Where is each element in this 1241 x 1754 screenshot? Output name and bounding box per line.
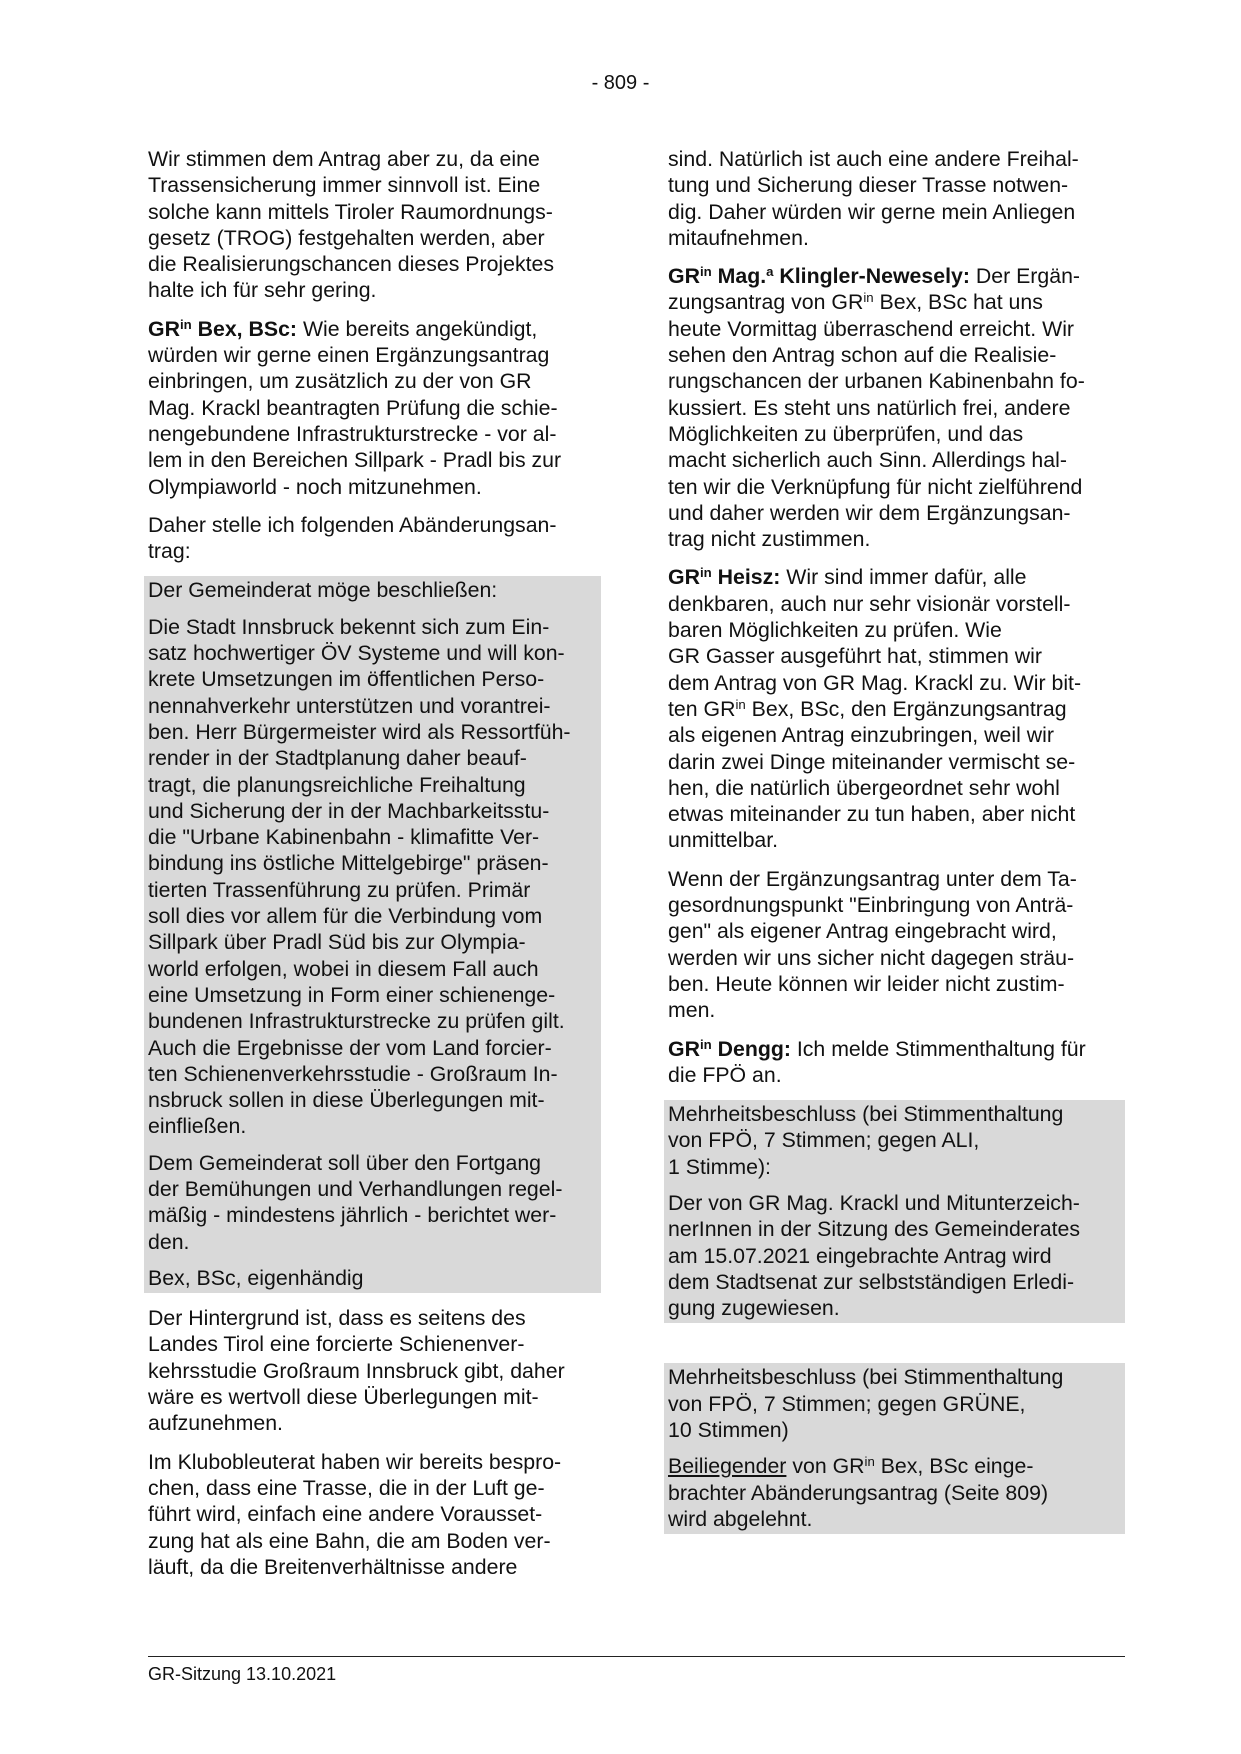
speaker-title: Mag.: [711, 264, 767, 289]
text-line: world erfolgen, wobei in diesem Fall auch: [148, 956, 539, 981]
text-line: läuft, da die Breitenverhältnisse andere: [148, 1554, 518, 1579]
page-number: - 809 -: [591, 72, 650, 94]
underlined-text: Beiliegender: [668, 1454, 787, 1479]
text-line: tung und Sicherung dieser Trasse notwen-: [668, 173, 1069, 198]
text-line: lem in den Bereichen Sillpark - Pradl bis zur: [148, 448, 562, 473]
text-line: wäre es wertvoll diese Überlegungen mit-: [148, 1385, 539, 1410]
text-line: gung zugewiesen.: [668, 1296, 840, 1321]
text-line: kussiert. Es steht uns natürlich frei, andere: [668, 395, 1071, 420]
text-line: Der Hintergrund ist, dass es seitens des: [148, 1306, 526, 1331]
text-line: Daher stelle ich folgenden Abänderungsan-: [148, 512, 557, 537]
text-line: aufzunehmen.: [148, 1411, 283, 1436]
text-line: [668, 289, 1125, 315]
text-line: [668, 1036, 1125, 1062]
superscript: in: [864, 1454, 875, 1470]
text-line: men.: [668, 998, 716, 1023]
text-line: ten Schienenverkehrsstudie - Großraum In-: [148, 1061, 558, 1086]
right-paragraph-4: [668, 866, 1125, 1024]
text-line: Auch die Ergebnisse der vom Land forcier-: [148, 1035, 552, 1060]
text-line: Im Klubobleuterat haben wir bereits bespro-: [148, 1449, 562, 1474]
motion-intro: [148, 577, 597, 603]
motion-signature: [148, 1265, 597, 1291]
speaker-name: [668, 565, 780, 589]
text-line: chen, dass eine Trasse, die in der Luft ge-: [148, 1475, 545, 1500]
text-line: Der Gemeinderat möge beschließen:: [148, 578, 498, 603]
text-line: brachter Abänderungsantrag (Seite 809): [668, 1480, 1049, 1505]
text-line: der Bemühungen und Verhandlungen regel-: [148, 1176, 563, 1201]
speaker-prefix: GR: [668, 1036, 700, 1061]
text-line: hen, die natürlich übergeordnet sehr wohl: [668, 775, 1060, 800]
speaker-surname: Klingler-Newesely:: [773, 264, 970, 289]
text-line: Mehrheitsbeschluss (bei Stimmenthaltung: [668, 1102, 1064, 1127]
text-line: rungschancen der urbanen Kabinenbahn fo-: [668, 369, 1085, 394]
speech-heisz: [668, 564, 1125, 853]
text-fragment: Ich melde Stimmenthaltung für: [790, 1036, 1086, 1061]
text-line: baren Möglichkeiten zu prüfen. Wie: [668, 618, 1002, 643]
text-line: wird abgelehnt.: [668, 1506, 813, 1531]
text-line: nsbruck sollen in diese Überlegungen mit-: [148, 1088, 545, 1113]
text-line: sehen den Antrag schon auf die Realisie-: [668, 343, 1057, 368]
text-fragment: Der Ergän-: [969, 264, 1081, 289]
right-column: [668, 146, 1125, 1546]
text-line: Bex, BSc, eigenhändig: [148, 1265, 364, 1290]
text-line: GR Gasser ausgeführt hat, stimmen wir: [668, 644, 1043, 669]
text-line: kehrsstudie Großraum Innsbruck gibt, daher: [148, 1358, 565, 1383]
text-line: tragt, die planungsreichliche Freihaltung: [148, 772, 526, 797]
text-line: Mehrheitsbeschluss (bei Stimmenthaltung: [668, 1365, 1064, 1390]
text-line: tierten Trassenführung zu prüfen. Primär: [148, 877, 531, 902]
text-line: die FPÖ an.: [668, 1062, 782, 1087]
text-line: trag:: [148, 539, 191, 564]
text-line: [668, 263, 1125, 289]
text-line: Olympiaworld - noch mitzunehmen.: [148, 474, 482, 499]
text-line: und Sicherung der in der Machbarkeitsstu-: [148, 798, 550, 823]
resolution-box-2: [664, 1363, 1125, 1534]
text-line: halte ich für sehr gering.: [148, 278, 377, 303]
text-line: Der von GR Mag. Krackl und Mitunterzeich-: [668, 1190, 1080, 1215]
text-line: Möglichkeiten zu überprüfen, und das: [668, 421, 1024, 446]
text-line: ben. Herr Bürgermeister wird als Ressortfüh-: [148, 719, 571, 744]
text-line: eine Umsetzung in Form einer schienenge-: [148, 982, 556, 1007]
text-fragment: Bex, BSc einge-: [874, 1454, 1034, 1479]
speaker-prefix: GR: [668, 264, 700, 289]
superscript: in: [863, 290, 874, 306]
text-line: render in der Stadtplanung daher beauf-: [148, 746, 527, 771]
text-line: 10 Stimmen): [668, 1418, 789, 1443]
text-line: darin zwei Dinge miteinander vermischt se-: [668, 749, 1076, 774]
speech-bex: [148, 316, 601, 500]
right-paragraph-1: [668, 146, 1125, 251]
text-line: nengebundene Infrastrukturstrecke - vor al-: [148, 421, 557, 446]
speaker-name: [148, 317, 297, 341]
text-line: am 15.07.2021 eingebrachte Antrag wird: [668, 1243, 1052, 1268]
text-line: die "Urbane Kabinenbahn - klimafitte Ver-: [148, 825, 540, 850]
text-line: trag nicht zustimmen.: [668, 527, 871, 552]
text-line: solche kann mittels Tiroler Raumordnungs-: [148, 199, 553, 224]
text-line: würden wir gerne einen Ergänzungsantrag: [148, 343, 550, 368]
text-line: soll dies vor allem für die Verbindung vom: [148, 904, 543, 929]
left-paragraph-3: [148, 512, 601, 565]
text-line: mitaufnehmen.: [668, 225, 809, 250]
text-line: als eigenen Antrag einzubringen, weil wir: [668, 723, 1054, 748]
motion-body: [148, 614, 597, 1140]
speaker-name: [668, 1037, 791, 1061]
superscript: in: [699, 263, 712, 279]
text-line: von FPÖ, 7 Stimmen; gegen GRÜNE,: [668, 1391, 1026, 1416]
superscript: in: [699, 565, 712, 581]
text-fragment: Bex, BSc, den Ergänzungsantrag: [745, 696, 1067, 721]
text-line: [668, 696, 1125, 722]
resolution-text: [668, 1453, 1121, 1532]
text-line: gesetz (TROG) festgehalten werden, aber: [148, 225, 545, 250]
text-line: sind. Natürlich ist auch eine andere Freihal-: [668, 147, 1079, 171]
text-line: heute Vormittag überraschend erreicht. Wir: [668, 316, 1075, 341]
text-line: führt wird, einfach eine andere Vorausset-: [148, 1502, 543, 1527]
text-line: die Realisierungschancen dieses Projektes: [148, 252, 555, 277]
text-line: satz hochwertiger ÖV Systeme und will kon-: [148, 641, 565, 666]
left-paragraph-4: [148, 1305, 601, 1436]
text-line: mäßig - mindestens jährlich - berichtet wer-: [148, 1203, 557, 1228]
text-line: gesordnungspunkt "Einbringung von Anträ-: [668, 893, 1074, 918]
text-fragment: von GR: [786, 1454, 865, 1479]
text-line: den.: [148, 1229, 190, 1254]
text-fragment: zungsantrag von GR: [668, 290, 864, 315]
text-line: und daher werden wir dem Ergänzungsan-: [668, 500, 1071, 525]
motion-report: [148, 1150, 597, 1255]
text-line: dem Stadtsenat zur selbstständigen Erledi-: [668, 1269, 1075, 1294]
superscript: a: [766, 263, 774, 279]
motion-box: [144, 576, 601, 1293]
text-line: [668, 564, 1125, 590]
text-line: [148, 316, 601, 342]
text-line: Wenn der Ergänzungsantrag unter dem Ta-: [668, 866, 1077, 891]
text-line: dig. Daher würden wir gerne mein Anliegen: [668, 199, 1076, 224]
text-line: nerInnen in der Sitzung des Gemeinderates: [668, 1217, 1080, 1242]
text-line: unmittelbar.: [668, 828, 779, 853]
text-line: einfließen.: [148, 1114, 247, 1139]
text-line: bundenen Infrastrukturstrecke zu prüfen gilt.: [148, 1009, 565, 1034]
text-line: Mag. Krackl beantragten Prüfung die schie-: [148, 395, 558, 420]
text-line: Dem Gemeinderat soll über den Fortgang: [148, 1150, 542, 1175]
resolution-vote: [668, 1101, 1121, 1180]
text-fragment: Wie bereits angekündigt,: [297, 316, 538, 341]
text-line: werden wir uns sicher nicht dagegen sträu-: [668, 945, 1075, 970]
text-line: krete Umsetzungen im öffentlichen Perso-: [148, 667, 545, 692]
text-line: macht sicherlich auch Sinn. Allerdings hal-: [668, 448, 1067, 473]
text-line: Sillpark über Pradl Süd bis zur Olympia-: [148, 930, 526, 955]
speaker-prefix: GR: [668, 565, 700, 590]
text-line: Landes Tirol eine forcierte Schienenver-: [148, 1332, 525, 1357]
text-line: bindung ins östliche Mittelgebirge" präsen-: [148, 851, 549, 876]
footer-divider: [148, 1656, 1125, 1657]
text-line: ben. Heute können wir leider nicht zustim-: [668, 971, 1065, 996]
superscript: in: [735, 696, 746, 712]
left-paragraph-5: [148, 1449, 601, 1580]
superscript: in: [179, 316, 192, 332]
text-line: [668, 1453, 1121, 1479]
resolution-text: [668, 1190, 1121, 1321]
text-line: dem Antrag von GR Mag. Krackl zu. Wir bit-: [668, 670, 1082, 695]
text-line: Trassensicherung immer sinnvoll ist. Eine: [148, 173, 541, 198]
text-line: von FPÖ, 7 Stimmen; gegen ALI,: [668, 1128, 980, 1153]
speech-klingler-newesely: [668, 263, 1125, 552]
speaker-name: [668, 264, 970, 288]
resolution-box-1: [664, 1100, 1125, 1323]
text-fragment: Wir sind immer dafür, alle: [780, 565, 1027, 590]
superscript: in: [699, 1036, 712, 1052]
resolution-vote: [668, 1364, 1121, 1443]
footer-session-label: GR-Sitzung 13.10.2021: [148, 1664, 337, 1684]
text-line: gen" als eigener Antrag eingebracht wird,: [668, 919, 1057, 944]
text-line: denkbaren, auch nur sehr visionär vorstell-: [668, 591, 1071, 616]
text-line: einbringen, um zusätzlich zu der von GR: [148, 369, 532, 394]
speaker-surname: Heisz:: [711, 565, 781, 590]
text-fragment: ten GR: [668, 696, 736, 721]
text-line: 1 Stimme):: [668, 1154, 771, 1179]
text-line: zung hat als eine Bahn, die am Boden ver-: [148, 1528, 551, 1553]
text-line: Wir stimmen dem Antrag aber zu, da eine: [148, 147, 540, 171]
speech-dengg: [668, 1036, 1125, 1089]
text-fragment: Bex, BSc hat uns: [873, 290, 1043, 315]
left-column: [148, 146, 601, 1592]
left-paragraph-1: [148, 146, 601, 304]
text-line: etwas miteinander zu tun haben, aber nicht: [668, 802, 1076, 827]
speaker-prefix: GR: [148, 316, 180, 341]
text-line: ten wir die Verknüpfung für nicht zielführend: [668, 474, 1083, 499]
speaker-surname: Bex, BSc:: [191, 316, 298, 341]
text-line: Die Stadt Innsbruck bekennt sich zum Ein-: [148, 614, 550, 639]
speaker-surname: Dengg:: [711, 1036, 791, 1061]
text-line: nennahverkehr unterstützen und vorantrei-: [148, 693, 551, 718]
